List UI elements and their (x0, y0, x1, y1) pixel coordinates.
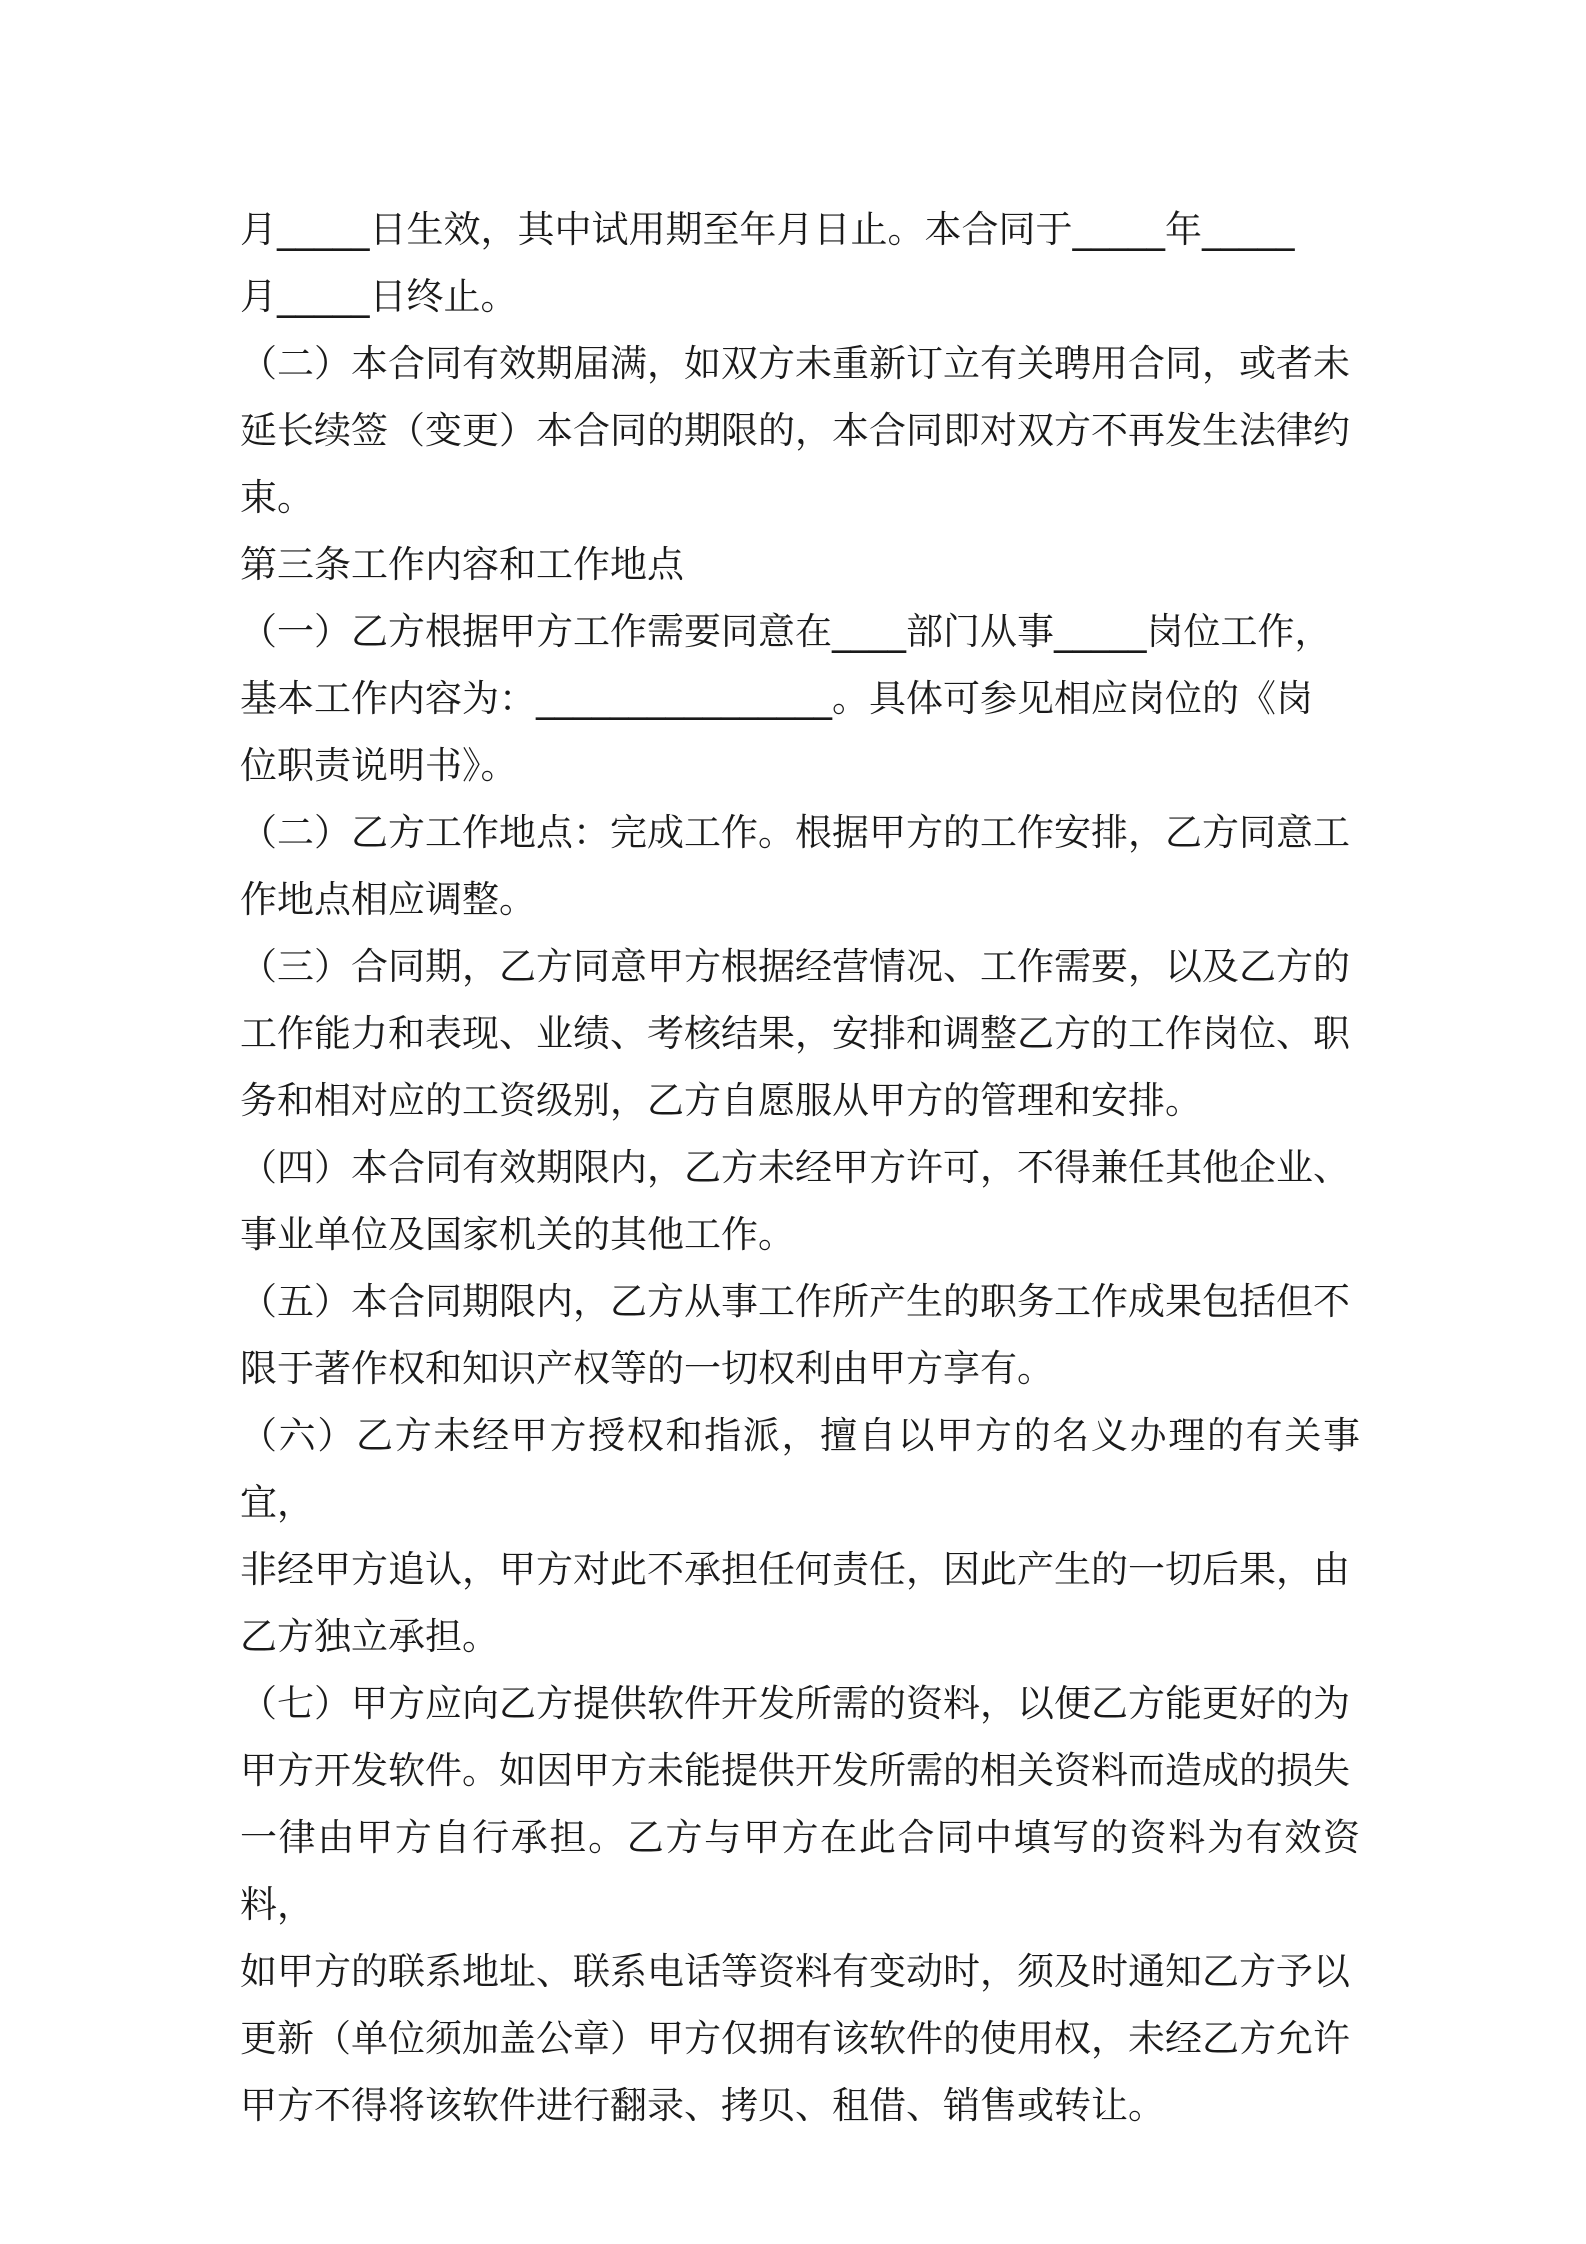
text-line: 事业单位及国家机关的其他工作。 (240, 1213, 795, 1256)
text-line: 作地点相应调整。 (240, 878, 536, 921)
text-line: 限于著作权和知识产权等的一切权利由甲方享有。 (240, 1347, 1054, 1390)
text-line: 更新（单位须加盖公章）甲方仅拥有该软件的使用权，未经乙方允许 (240, 2017, 1350, 2060)
text-line: 务和相对应的工资级别，乙方自愿服从甲方的管理和安排。 (240, 1079, 1202, 1122)
text-line: 甲方开发软件。如因甲方未能提供开发所需的相关资料而造成的损失 (240, 1749, 1350, 1792)
text-line: （一）乙方根据甲方工作需要同意在____部门从事_____岗位工作， (240, 610, 1332, 653)
document-body (240, 196, 1360, 2139)
text-line: 甲方不得将该软件进行翻录、拷贝、租借、销售或转让。 (240, 2084, 1165, 2127)
text-line: 乙方独立承担。 (240, 1615, 499, 1658)
text-line: （五）本合同期限内，乙方从事工作所产生的职务工作成果包括但不 (240, 1280, 1350, 1323)
text-line: 月_____日终止。 (240, 275, 518, 318)
text-line: （七）甲方应向乙方提供软件开发所需的资料，以便乙方能更好的为 (240, 1682, 1350, 1725)
text-line: （六）乙方未经甲方授权和指派，擅自以甲方的名义办理的有关事宜， (240, 1414, 1360, 1524)
text-line: （四）本合同有效期限内，乙方未经甲方许可，不得兼任其他企业、 (240, 1146, 1350, 1189)
text-line: （二）本合同有效期届满，如双方未重新订立有关聘用合同，或者未 (240, 342, 1350, 385)
text-line: 延长续签（变更）本合同的期限的，本合同即对双方不再发生法律约 (240, 409, 1350, 452)
text-line: 如甲方的联系地址、联系电话等资料有变动时，须及时通知乙方予以 (240, 1950, 1350, 1993)
text-line: 束。 (240, 476, 314, 519)
text-line: 月_____日生效，其中试用期至年月日止。本合同于_____年_____ (240, 208, 1295, 251)
text-line: 工作能力和表现、业绩、考核结果，安排和调整乙方的工作岗位、职 (240, 1012, 1350, 1055)
text-line: 一律由甲方自行承担。乙方与甲方在此合同中填写的资料为有效资料， (240, 1816, 1360, 1926)
text-line: 位职责说明书》。 (240, 744, 518, 787)
text-line: （三）合同期，乙方同意甲方根据经营情况、工作需要，以及乙方的 (240, 945, 1350, 988)
section-heading: 第三条工作内容和工作地点 (240, 543, 684, 586)
text-line: 基本工作内容为：________________。具体可参见相应岗位的《岗 (240, 677, 1313, 720)
text-line: 非经甲方追认，甲方对此不承担任何责任，因此产生的一切后果，由 (240, 1548, 1350, 1591)
text-line: （二）乙方工作地点：完成工作。根据甲方的工作安排，乙方同意工 (240, 811, 1350, 854)
